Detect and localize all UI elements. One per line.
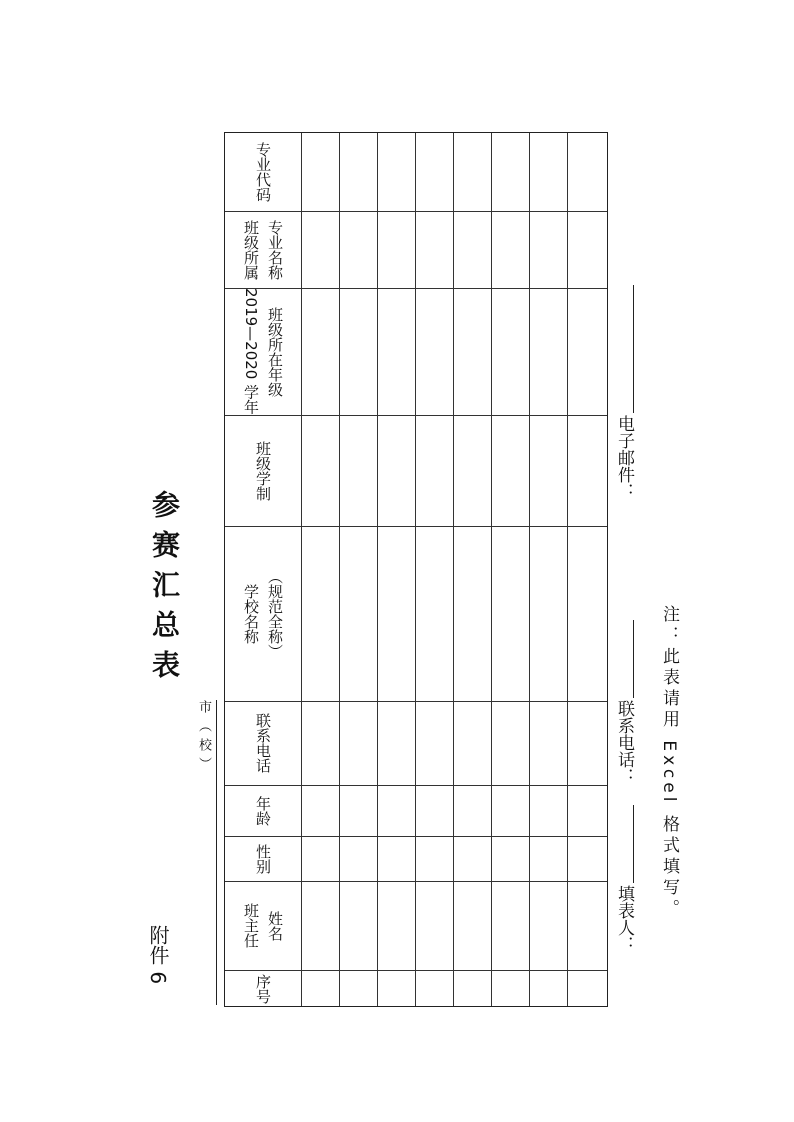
header-age [225, 785, 301, 836]
header-school-name [225, 526, 301, 701]
summary-table [224, 132, 608, 1007]
table-row[interactable] [453, 133, 491, 1006]
page-title: 参赛汇总表 [148, 490, 181, 690]
header-grade [225, 288, 301, 415]
contact-phone-label: 联系电话： [614, 700, 634, 785]
email-label: 电子邮件： [614, 415, 634, 500]
header-gender-text: 性别 [254, 843, 272, 874]
header-grade-line1: 2019—2020 学年 [242, 288, 260, 415]
header-phone-text: 联系电话 [254, 713, 272, 773]
table-row[interactable] [567, 133, 607, 1006]
city-school-underline [216, 700, 217, 1005]
header-major-name-line2: 专业名称 [266, 219, 284, 280]
footnote: 注：此表请用 Excel 格式填写。 [659, 605, 679, 920]
city-school-label: 市（校） [196, 700, 211, 776]
header-gender [225, 836, 301, 881]
table-row[interactable] [377, 133, 415, 1006]
attachment-label: 附件 6 [146, 925, 170, 985]
header-seq-text: 序号 [254, 974, 272, 1004]
header-head-teacher-line1: 班主任 [242, 903, 260, 948]
filler-label: 填表人： [614, 885, 634, 953]
header-age-text: 年龄 [254, 795, 272, 826]
table-row[interactable] [301, 133, 339, 1006]
table-row[interactable] [529, 133, 567, 1006]
table-row[interactable] [415, 133, 453, 1006]
header-class-system [225, 415, 301, 526]
header-major-code [225, 133, 301, 211]
email-field[interactable] [633, 285, 634, 413]
header-seq [225, 970, 301, 1008]
header-school-name-line1: 学校名称 [242, 583, 260, 644]
header-class-system-text: 班级学制 [254, 440, 272, 501]
header-phone [225, 701, 301, 785]
header-head-teacher-line2: 姓名 [266, 910, 284, 941]
header-school-name-line2: （规范全称） [266, 568, 284, 659]
table-row[interactable] [339, 133, 377, 1006]
header-major-name [225, 211, 301, 288]
header-head-teacher [225, 881, 301, 970]
header-grade-line2: 班级所在年级 [266, 306, 284, 397]
table-row[interactable] [491, 133, 529, 1006]
filler-field[interactable] [633, 805, 634, 883]
header-major-name-line1: 班级所属 [242, 219, 260, 280]
header-major-code-text: 专业代码 [254, 142, 272, 202]
contact-phone-field[interactable] [633, 620, 634, 698]
